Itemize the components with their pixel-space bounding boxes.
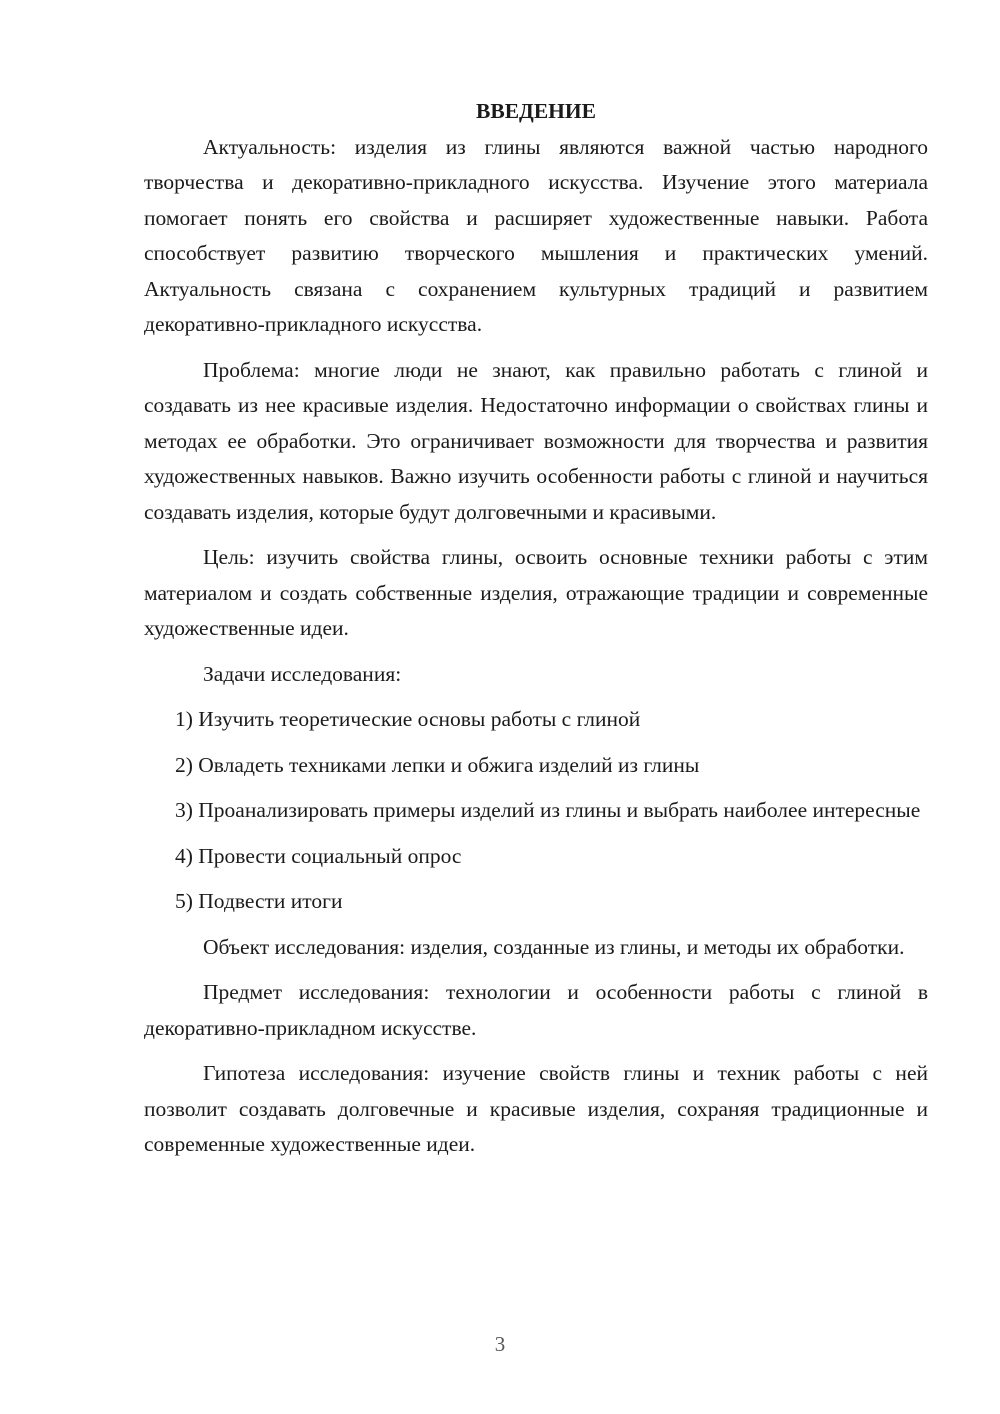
page-title: ВВЕДЕНИЕ xyxy=(476,99,596,123)
object-paragraph: Объект исследования: изделия, созданные из глины, и методы их обработки. xyxy=(203,934,905,959)
task-item: 2) Овладеть техниками лепки и обжига изделий из глины xyxy=(175,752,700,777)
hypothesis-paragraph: Гипотеза исследования: изучение свойств глины и техник работы с ней позволит создавать долговечные и красивые изделия, сохраняя традиционные и современные художественные идеи. xyxy=(144,1061,928,1156)
task-item: 4) Провести социальный опрос xyxy=(175,843,462,868)
problem-paragraph: Проблема: многие люди не знают, как правильно работать с глиной и создавать из нее красивые изделия. Недостаточно информации о свойствах глины и методах ее обработки. Это ограничивает возможности для творчества и развития художественных навыков. Важно изучить особенности работы с глиной и научиться создавать изделия, которые будут долговечными и красивыми. xyxy=(144,357,928,524)
task-item: 3) Проанализировать примеры изделий из глины и выбрать наиболее интересные xyxy=(175,798,921,822)
task-item: 1) Изучить теоретические основы работы с глиной xyxy=(175,707,641,731)
page-number: 3 xyxy=(494,1332,506,1356)
goal-paragraph: Цель: изучить свойства глины, освоить основные техники работы с этим материалом и создать собственные изделия, отражающие традиции и современные художественные идеи. xyxy=(144,545,928,640)
tasks-heading: Задачи исследования: xyxy=(203,661,402,686)
relevance-paragraph: Актуальность: изделия из глины являются важной частью народного творчества и декоративно-прикладного искусства. Изучение этого материала помогает понять его свойства и расширяет художественные навыки. Работа способствует развитию творческого мышления и практических умений. Актуальность связана с сохранением культурных традиций и развитием декоративно-прикладного искусства. xyxy=(144,134,928,336)
subject-paragraph: Предмет исследования: технологии и особенности работы с глиной в декоративно-прикладном искусстве. xyxy=(144,980,928,1040)
document-page xyxy=(144,94,928,1173)
task-item: 5) Подвести итоги xyxy=(175,889,343,913)
